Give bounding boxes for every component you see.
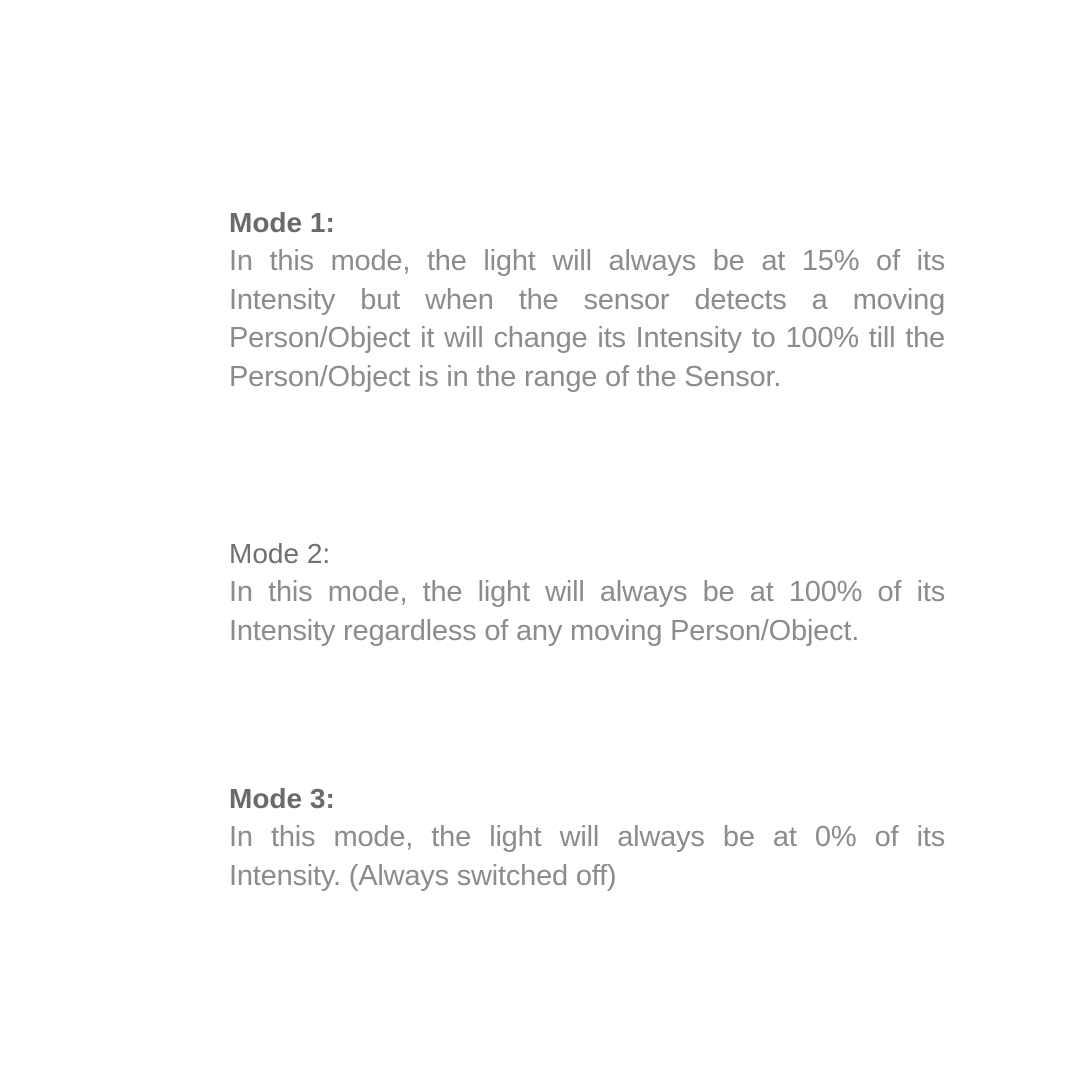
mode-2-description: In this mode, the light will always be at 100% of its Intensity regardless of any moving Person/Object. xyxy=(229,576,945,647)
mode-1-section xyxy=(229,204,945,396)
mode-1-title: Mode 1: xyxy=(229,207,335,238)
mode-3-section xyxy=(229,780,945,895)
mode-2-section xyxy=(229,535,945,650)
mode-3-title: Mode 3: xyxy=(229,783,335,814)
mode-1-description: In this mode, the light will always be at 15% of its Intensity but when the sensor detects a moving Person/Object it will change its Intensity to 100% till the Person/Object is in the range of the Sensor. xyxy=(229,245,945,393)
mode-2-title: Mode 2: xyxy=(229,538,331,569)
mode-3-description: In this mode, the light will always be at 0% of its Intensity. (Always switched off) xyxy=(229,821,945,892)
